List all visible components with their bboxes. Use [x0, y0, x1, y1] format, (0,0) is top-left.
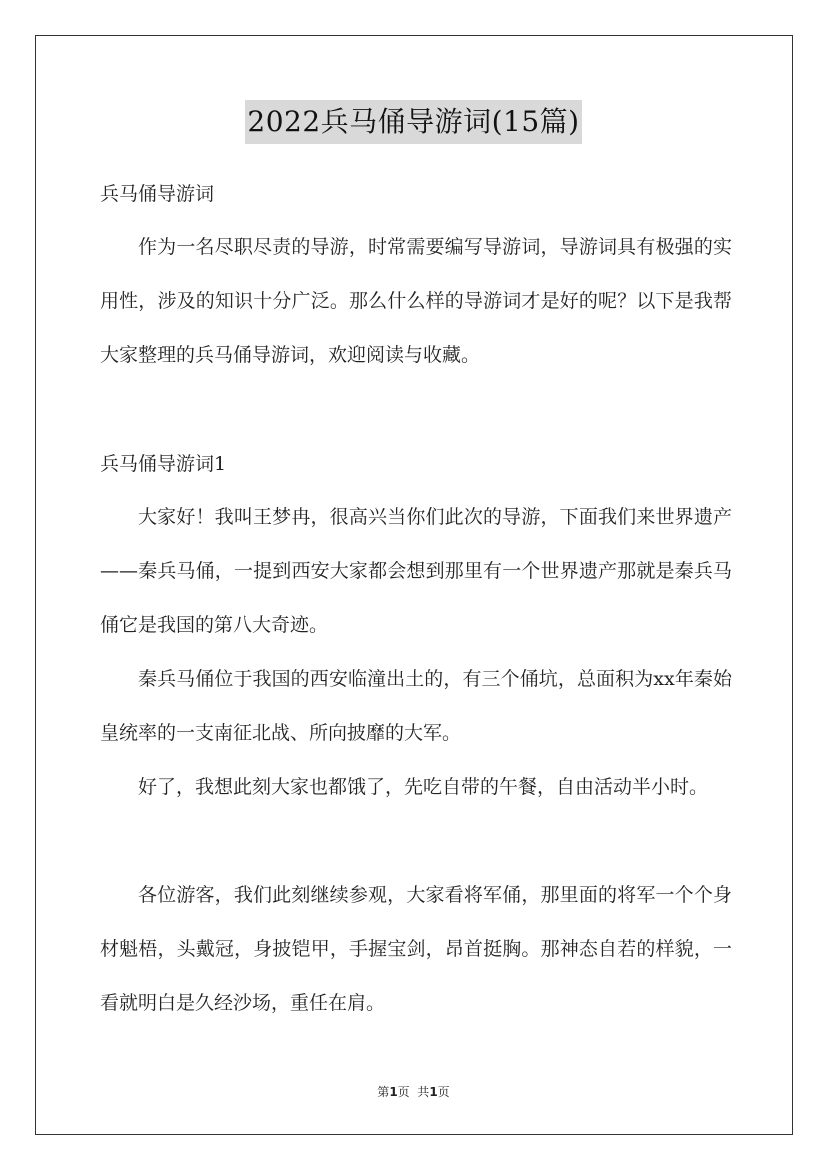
footer-page-suffix: 页 共 — [397, 1085, 430, 1099]
footer-page-number: 1 — [389, 1085, 398, 1099]
document-title: 2022兵马俑导游词(15篇) — [245, 100, 581, 144]
intro-heading: 兵马俑导游词 — [100, 183, 215, 205]
footer-page-prefix: 第 — [377, 1085, 390, 1099]
footer-total-suffix: 页 — [437, 1085, 450, 1099]
body-paragraph-2: 秦兵马俑位于我国的西安临潼出土的，有三个俑坑，总面积为xx年秦始皇统率的一支南征北战、所向披靡的大军。 — [100, 668, 732, 744]
body-paragraph-3: 好了，我想此刻大家也都饿了，先吃自带的午餐，自由活动半小时。 — [138, 776, 709, 798]
section-heading: 兵马俑导游词1 — [100, 453, 227, 475]
page-footer — [0, 1083, 827, 1100]
title-container — [0, 100, 827, 144]
footer-total-pages: 1 — [429, 1085, 438, 1099]
intro-paragraph: 作为一名尽职尽责的导游，时常需要编写导游词，导游词具有极强的实用性，涉及的知识十分广泛。那么什么样的导游词才是好的呢？以下是我帮大家整理的兵马俑导游词，欢迎阅读与收藏。 — [100, 236, 732, 366]
body-paragraph-4: 各位游客，我们此刻继续参观，大家看将军俑，那里面的将军一个个身材魁梧，头戴冠，身披铠甲，手握宝剑，昂首挺胸。那神态自若的样貌，一看就明白是久经沙场，重任在肩。 — [100, 884, 732, 1014]
body-paragraph-1: 大家好！我叫王梦冉，很高兴当你们此次的导游，下面我们来世界遗产——秦兵马俑，一提到西安大家都会想到那里有一个世界遗产那就是秦兵马俑它是我国的第八大奇迹。 — [100, 506, 732, 636]
